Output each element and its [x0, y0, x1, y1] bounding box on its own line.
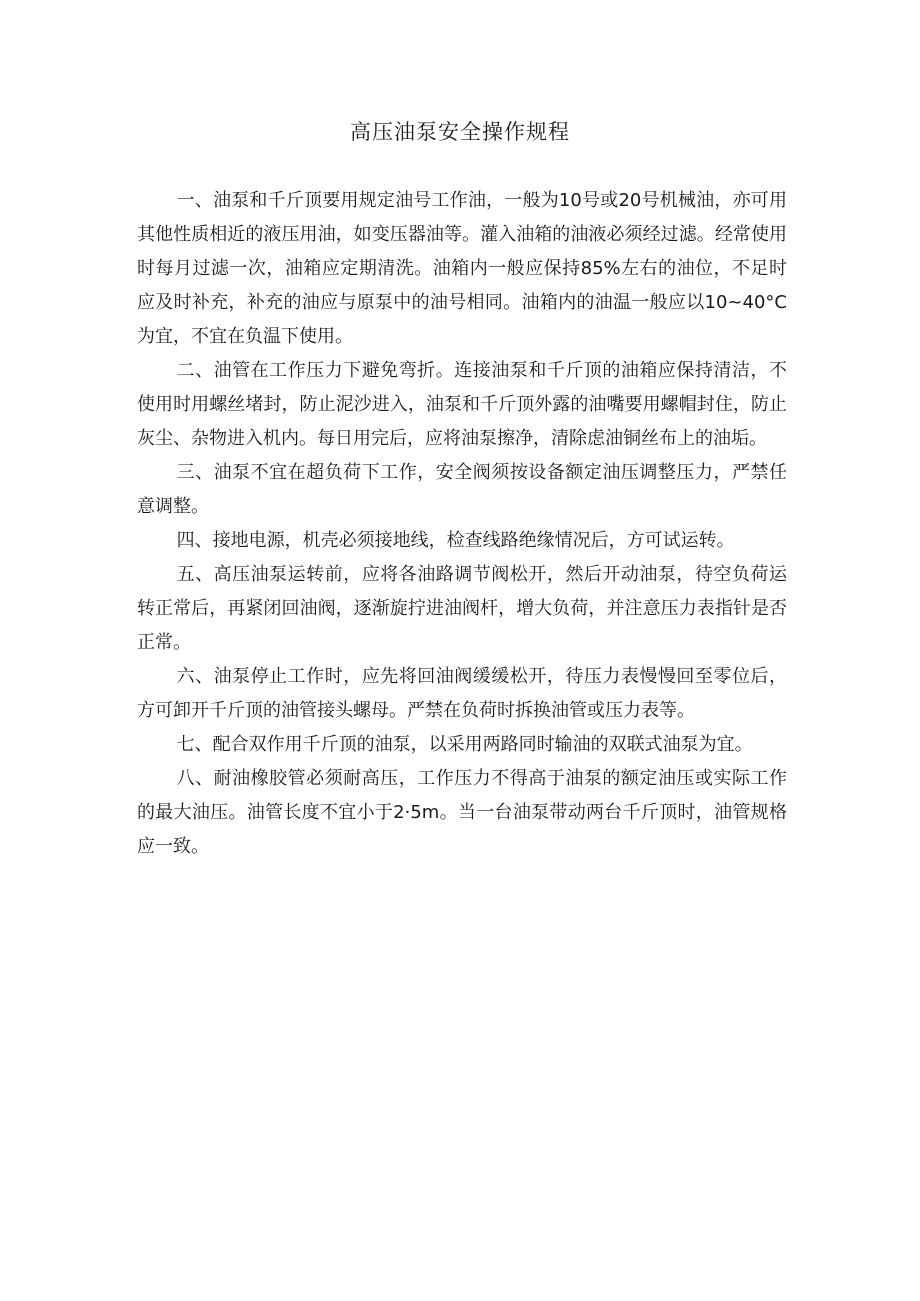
paragraph-7: 七、配合双作用千斤顶的油泵，以采用两路同时输油的双联式油泵为宜。	[176, 734, 753, 755]
document-body	[137, 184, 787, 864]
paragraph-3: 三、油泵不宜在超负荷下工作，安全阀须按设备额定油压调整压力，严禁任意调整。	[137, 462, 787, 517]
paragraph-8: 八、耐油橡胶管必须耐高压，工作压力不得高于油泵的额定油压或实际工作的最大油压。油管长度不宜小于2·5m。当一台油泵带动两台千斤顶时，油管规格应一致。	[137, 768, 787, 857]
paragraph-6: 六、油泵停止工作时，应先将回油阀缓缓松开，待压力表慢慢回至零位后，方可卸开千斤顶的油管接头螺母。严禁在负荷时拆换油管或压力表等。	[137, 666, 787, 721]
document-title: 高压油泵安全操作规程	[350, 120, 570, 144]
paragraph-1: 一、油泵和千斤顶要用规定油号工作油，一般为10号或20号机械油，亦可用其他性质相近的液压用油，如变压器油等。灌入油箱的油液必须经过滤。经常使用时每月过滤一次，油箱应定期清洗。油箱内一般应保持85%左右的油位，不足时应及时补充，补充的油应与原泵中的油号相同。油箱内的油温一般应以10~40°C为宜，不宜在负温下使用。	[137, 190, 787, 347]
paragraph-2: 二、油管在工作压力下避免弯折。连接油泵和千斤顶的油箱应保持清洁，不使用时用螺丝堵封，防止泥沙进入，油泵和千斤顶外露的油嘴要用螺帽封住，防止灰尘、杂物进入机内。每日用完后，应将油泵擦净，清除虑油铜丝布上的油垢。	[137, 360, 787, 449]
paragraph-4: 四、接地电源，机壳必须接地线，检查线路绝缘情况后，方可试运转。	[176, 530, 735, 551]
paragraph-5: 五、高压油泵运转前，应将各油路调节阀松开，然后开动油泵，待空负荷运转正常后，再紧闭回油阀，逐渐旋拧进油阀杆，增大负荷，并注意压力表指针是否正常。	[137, 564, 787, 653]
